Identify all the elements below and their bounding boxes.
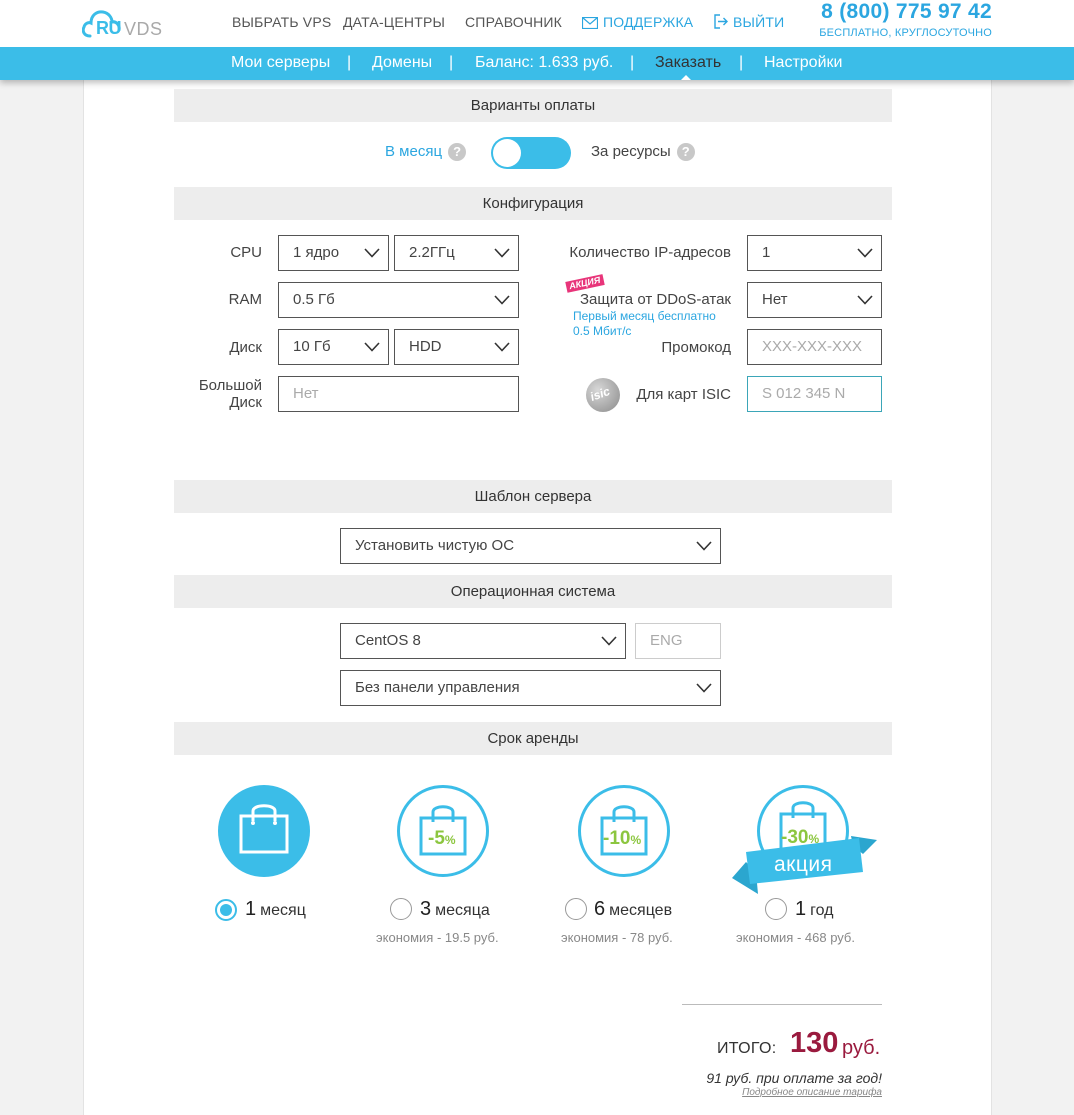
subnav-balance[interactable]: Баланс: 1.633 руб. bbox=[475, 54, 614, 71]
section-term-title: Срок аренды bbox=[174, 722, 892, 755]
total-label: ИТОГО: bbox=[717, 1040, 777, 1057]
term-1-year-saving: экономия - 468 руб. bbox=[736, 930, 855, 945]
logo-ru-text: RU bbox=[96, 18, 121, 38]
nav-choose-vps[interactable]: ВЫБРАТЬ VPS bbox=[232, 14, 332, 30]
chevron-down-icon bbox=[494, 295, 510, 305]
percent-sign: % bbox=[808, 832, 820, 846]
term-1-month-radio[interactable] bbox=[215, 899, 237, 921]
shopping-bag-icon bbox=[238, 801, 290, 855]
term-1-year-num: 1 bbox=[795, 898, 807, 920]
term-3-months-radio[interactable] bbox=[390, 898, 412, 920]
os-select[interactable] bbox=[340, 623, 626, 659]
disk-size-select[interactable] bbox=[278, 329, 389, 365]
disk-label: Диск bbox=[229, 339, 262, 356]
chevron-down-icon bbox=[857, 248, 873, 258]
cpu-freq-value: 2.2ГГц bbox=[409, 244, 455, 261]
ddos-note bbox=[573, 309, 716, 339]
subnav-separator: | bbox=[630, 54, 635, 71]
account-subnav bbox=[0, 47, 1074, 80]
term-3-months-label[interactable] bbox=[420, 898, 490, 921]
section-config-title: Конфигурация bbox=[174, 187, 892, 220]
percent-sign: % bbox=[630, 833, 642, 847]
payment-mode-toggle[interactable] bbox=[491, 137, 571, 169]
term-6-months-label[interactable] bbox=[594, 898, 672, 921]
term-1-year-radio[interactable] bbox=[765, 898, 787, 920]
term-6-months-discount-value: -10 bbox=[603, 828, 631, 849]
percent-sign: % bbox=[444, 833, 456, 847]
ddos-promo-badge: АКЦИЯ bbox=[565, 274, 604, 293]
site-header bbox=[0, 0, 1074, 47]
help-icon[interactable]: ? bbox=[448, 143, 466, 161]
subnav-separator: | bbox=[347, 54, 352, 71]
big-disk-label-line2: Диск bbox=[229, 394, 262, 411]
chevron-down-icon bbox=[601, 636, 617, 646]
total-divider bbox=[682, 1004, 882, 1005]
term-6-months-saving: экономия - 78 руб. bbox=[561, 930, 673, 945]
control-panel-select[interactable] bbox=[340, 670, 721, 706]
big-disk-label-line1: Большой bbox=[198, 377, 262, 394]
subnav-separator: | bbox=[449, 54, 454, 71]
nav-logout[interactable] bbox=[714, 14, 784, 30]
term-6-months-num: 6 bbox=[594, 898, 606, 920]
nav-support[interactable] bbox=[582, 14, 693, 30]
section-os-title: Операционная система bbox=[174, 575, 892, 608]
phone-number[interactable]: 8 (800) 775 97 42 bbox=[821, 0, 992, 23]
server-template-value: Установить чистую ОС bbox=[355, 537, 515, 554]
term-6-months-discount bbox=[603, 828, 641, 850]
term-1-month-icon[interactable] bbox=[218, 785, 310, 877]
promo-ribbon bbox=[732, 836, 877, 894]
chevron-down-icon bbox=[494, 248, 510, 258]
promo-code-label: Промокод bbox=[661, 339, 731, 356]
toggle-knob bbox=[493, 139, 521, 167]
cpu-cores-value: 1 ядро bbox=[293, 244, 340, 261]
term-1-month-num: 1 bbox=[245, 898, 257, 920]
envelope-icon bbox=[582, 17, 598, 29]
term-3-months-discount bbox=[428, 828, 456, 850]
section-payment-title: Варианты оплаты bbox=[174, 89, 892, 122]
term-1-year-unit: год bbox=[810, 902, 834, 919]
total-value: 130 bbox=[790, 1027, 839, 1059]
disk-type-select[interactable] bbox=[394, 329, 519, 365]
ddos-value: Нет bbox=[762, 291, 788, 308]
disk-type-value: HDD bbox=[409, 338, 442, 355]
ddos-label: Защита от DDoS-атак bbox=[579, 291, 731, 308]
subnav-order[interactable]: Заказать bbox=[655, 54, 722, 71]
yearly-price-note: 91 руб. при оплате за год! bbox=[706, 1070, 882, 1086]
nav-datacenters[interactable]: ДАТА-ЦЕНТРЫ bbox=[343, 14, 446, 30]
section-template-title: Шаблон сервера bbox=[174, 480, 892, 513]
isic-card-input[interactable]: S 012 345 N bbox=[747, 376, 882, 412]
payment-per-month[interactable] bbox=[385, 143, 466, 161]
chevron-down-icon bbox=[857, 295, 873, 305]
term-6-months-unit: месяцев bbox=[609, 902, 673, 919]
subnav-separator: | bbox=[739, 54, 744, 71]
term-1-month-unit: месяц bbox=[260, 902, 306, 919]
subnav-domains[interactable]: Домены bbox=[372, 54, 433, 71]
os-value: CentOS 8 bbox=[355, 632, 421, 649]
control-panel-value: Без панели управления bbox=[355, 679, 520, 696]
logout-icon bbox=[714, 14, 728, 29]
nav-reference[interactable]: СПРАВОЧНИК bbox=[465, 14, 563, 30]
payment-per-month-label: В месяц bbox=[385, 143, 443, 160]
term-1-year-discount-value: -30 bbox=[781, 827, 809, 848]
chevron-down-icon bbox=[494, 342, 510, 352]
ddos-note-line2: 0.5 Мбит/с bbox=[573, 324, 632, 338]
cpu-cores-select[interactable] bbox=[278, 235, 389, 271]
promo-ribbon-text: акция bbox=[774, 853, 833, 876]
term-3-months-discount-value: -5 bbox=[428, 828, 445, 849]
nav-support-label: ПОДДЕРЖКА bbox=[603, 14, 694, 30]
total-currency: руб. bbox=[842, 1037, 881, 1059]
logo-vds-text: VDS bbox=[124, 19, 163, 39]
ip-count-label: Количество IP-адресов bbox=[569, 244, 731, 261]
phone-note: БЕСПЛАТНО, КРУГЛОСУТОЧНО bbox=[819, 27, 992, 39]
ram-label: RAM bbox=[228, 291, 262, 308]
tariff-details-link[interactable]: Подробное описание тарифа bbox=[742, 1087, 882, 1098]
help-icon[interactable]: ? bbox=[677, 143, 695, 161]
big-disk-label bbox=[199, 377, 262, 411]
active-tab-indicator bbox=[681, 75, 691, 80]
ruvds-logo[interactable] bbox=[82, 6, 172, 40]
nav-logout-label: ВЫЙТИ bbox=[733, 14, 785, 30]
ram-value: 0.5 Гб bbox=[293, 291, 335, 308]
cpu-label: CPU bbox=[230, 244, 262, 261]
subnav-my-servers[interactable]: Мои серверы bbox=[231, 54, 331, 71]
chevron-down-icon bbox=[364, 248, 380, 258]
term-3-months-num: 3 bbox=[420, 898, 432, 920]
subnav-settings[interactable]: Настройки bbox=[764, 54, 843, 71]
isic-logo-text: isic bbox=[588, 383, 612, 405]
term-3-months-unit: месяца bbox=[435, 902, 490, 919]
ddos-note-line1: Первый месяц бесплатно bbox=[573, 309, 716, 323]
disk-size-value: 10 Гб bbox=[293, 338, 331, 355]
term-3-months-saving: экономия - 19.5 руб. bbox=[376, 930, 499, 945]
ip-count-select[interactable] bbox=[747, 235, 882, 271]
term-1-year-label[interactable] bbox=[795, 898, 834, 921]
cpu-freq-select[interactable] bbox=[394, 235, 519, 271]
os-language-input[interactable]: ENG bbox=[635, 623, 721, 659]
isic-logo-icon bbox=[586, 378, 620, 412]
big-disk-input[interactable]: Нет bbox=[278, 376, 519, 412]
payment-per-resources-label: За ресурсы bbox=[591, 143, 671, 160]
ip-count-value: 1 bbox=[762, 244, 771, 261]
isic-label: Для карт ISIC bbox=[636, 386, 731, 403]
chevron-down-icon bbox=[696, 541, 712, 551]
chevron-down-icon bbox=[696, 683, 712, 693]
ram-select[interactable] bbox=[278, 282, 519, 318]
promo-code-input[interactable]: XXX-XXX-XXX bbox=[747, 329, 882, 365]
term-1-month-label[interactable] bbox=[245, 898, 306, 921]
payment-per-resources[interactable] bbox=[591, 143, 695, 161]
chevron-down-icon bbox=[364, 342, 380, 352]
server-template-select[interactable] bbox=[340, 528, 721, 564]
term-6-months-radio[interactable] bbox=[565, 898, 587, 920]
ddos-select[interactable] bbox=[747, 282, 882, 318]
